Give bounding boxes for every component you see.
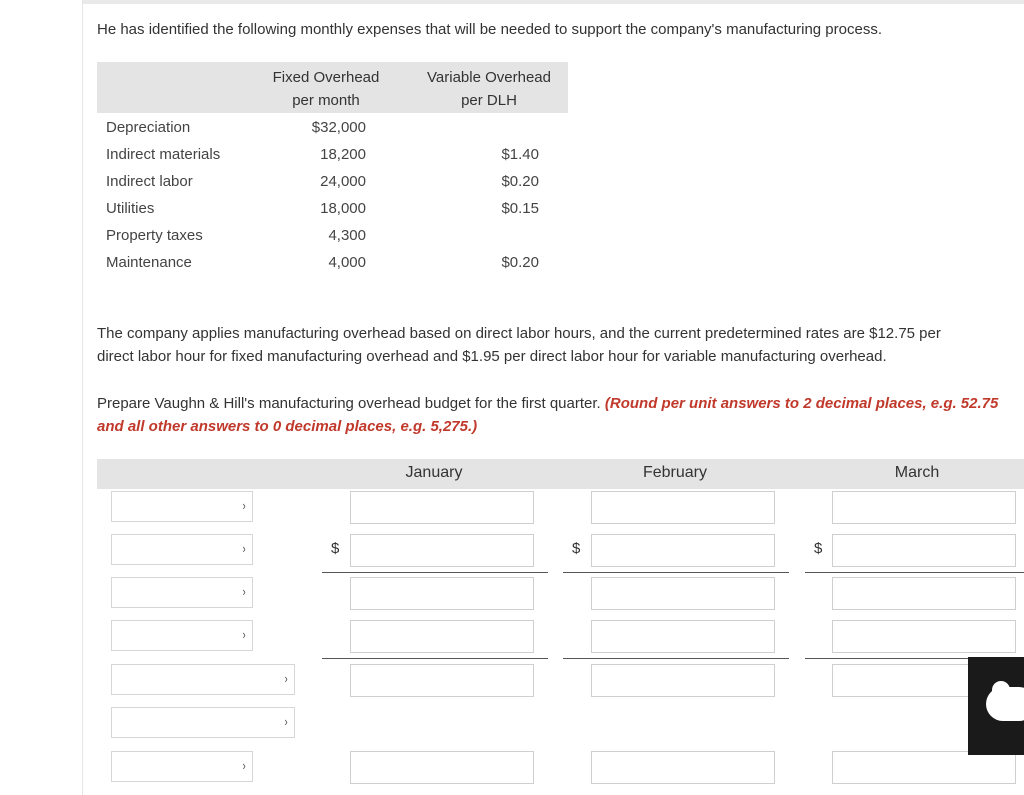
expense-label: Maintenance — [106, 254, 192, 271]
budget-row-select[interactable] — [111, 620, 253, 651]
expense-variable: $0.15 — [501, 200, 539, 217]
rounding-instructions-cont: and all other answers to 0 decimal places, e.g. 5,275.) — [97, 418, 478, 435]
fixed-header-line1: Fixed Overhead — [272, 69, 380, 86]
january-input[interactable] — [350, 620, 534, 653]
february-input[interactable] — [591, 577, 775, 610]
expense-fixed: 18,000 — [320, 200, 366, 217]
expense-label: Depreciation — [106, 119, 191, 136]
expense-fixed: 18,200 — [320, 146, 366, 163]
instructions-paragraph — [97, 392, 1024, 438]
subtotal-line — [805, 658, 968, 659]
february-input[interactable] — [591, 751, 775, 784]
january-input[interactable] — [350, 534, 534, 567]
month-header-february: February — [642, 464, 708, 481]
chevron-down-icon: › — [242, 584, 246, 599]
rates-line1: The company applies manufacturing overhead based on direct labor hours, and the current predetermined rates are $12.75 per — [97, 325, 941, 342]
february-input[interactable] — [591, 664, 775, 697]
expense-fixed: 4,000 — [328, 254, 366, 271]
fixed-overhead-header — [250, 66, 402, 112]
fixed-header-line2: per month — [292, 92, 360, 109]
intro-text: He has identified the following monthly expenses that will be needed to support the company's manufacturing process. — [97, 21, 882, 38]
expense-label: Indirect labor — [106, 173, 193, 190]
march-input[interactable] — [832, 534, 1016, 567]
dollar-sign: $ — [572, 540, 581, 557]
subtotal-line — [563, 658, 789, 659]
dollar-sign: $ — [331, 540, 340, 557]
march-input[interactable] — [832, 620, 1016, 653]
top-border — [82, 0, 1024, 4]
instructions-text: Prepare Vaughn & Hill's manufacturing overhead budget for the first quarter. — [97, 395, 605, 412]
subtotal-line — [322, 658, 548, 659]
variable-header-line1: Variable Overhead — [427, 69, 551, 86]
month-header-march: March — [894, 464, 940, 481]
rounding-instructions: (Round per unit answers to 2 decimal places, e.g. 52.75 — [604, 395, 999, 412]
budget-row-select[interactable] — [111, 664, 295, 695]
february-input[interactable] — [591, 491, 775, 524]
variable-overhead-header — [410, 66, 568, 112]
budget-row-select[interactable] — [111, 534, 253, 565]
chevron-down-icon: › — [284, 671, 288, 686]
january-input[interactable] — [350, 751, 534, 784]
subtotal-line — [563, 572, 789, 573]
chevron-down-icon: › — [242, 498, 246, 513]
january-input[interactable] — [350, 577, 534, 610]
variable-header-line2: per DLH — [461, 92, 517, 109]
budget-row-select[interactable] — [111, 751, 253, 782]
february-input[interactable] — [591, 534, 775, 567]
expense-label: Property taxes — [106, 227, 203, 244]
expense-fixed: 24,000 — [320, 173, 366, 190]
february-input[interactable] — [591, 620, 775, 653]
expense-fixed: $32,000 — [311, 119, 366, 136]
chevron-down-icon: › — [284, 714, 288, 729]
rates-paragraph — [97, 322, 1022, 368]
chevron-down-icon: › — [242, 627, 246, 642]
chevron-down-icon: › — [242, 541, 246, 556]
left-border — [82, 0, 83, 795]
january-input[interactable] — [350, 491, 534, 524]
rates-line2: direct labor hour for fixed manufacturing overhead and $1.95 per direct labor hour for variable manufacturing overhead. — [97, 348, 887, 365]
chevron-down-icon: › — [242, 758, 246, 773]
month-header-january: January — [405, 464, 463, 481]
expense-label: Indirect materials — [106, 146, 221, 163]
march-input[interactable] — [832, 577, 1016, 610]
march-input[interactable] — [832, 751, 1016, 784]
expense-variable: $0.20 — [501, 254, 539, 271]
expense-label: Utilities — [106, 200, 155, 217]
dollar-sign: $ — [814, 540, 823, 557]
subtotal-line — [322, 572, 548, 573]
expense-fixed: 4,300 — [328, 227, 366, 244]
january-input[interactable] — [350, 664, 534, 697]
budget-row-select[interactable] — [111, 707, 295, 738]
subtotal-line — [805, 572, 1024, 573]
budget-row-select[interactable] — [111, 577, 253, 608]
budget-row-select[interactable] — [111, 491, 253, 522]
video-overlay[interactable] — [968, 657, 1024, 755]
expense-variable: $1.40 — [501, 146, 539, 163]
instructions-line1 — [97, 392, 1024, 415]
march-input[interactable] — [832, 491, 1016, 524]
expense-variable: $0.20 — [501, 173, 539, 190]
video-thumbnail-shape — [986, 687, 1024, 721]
